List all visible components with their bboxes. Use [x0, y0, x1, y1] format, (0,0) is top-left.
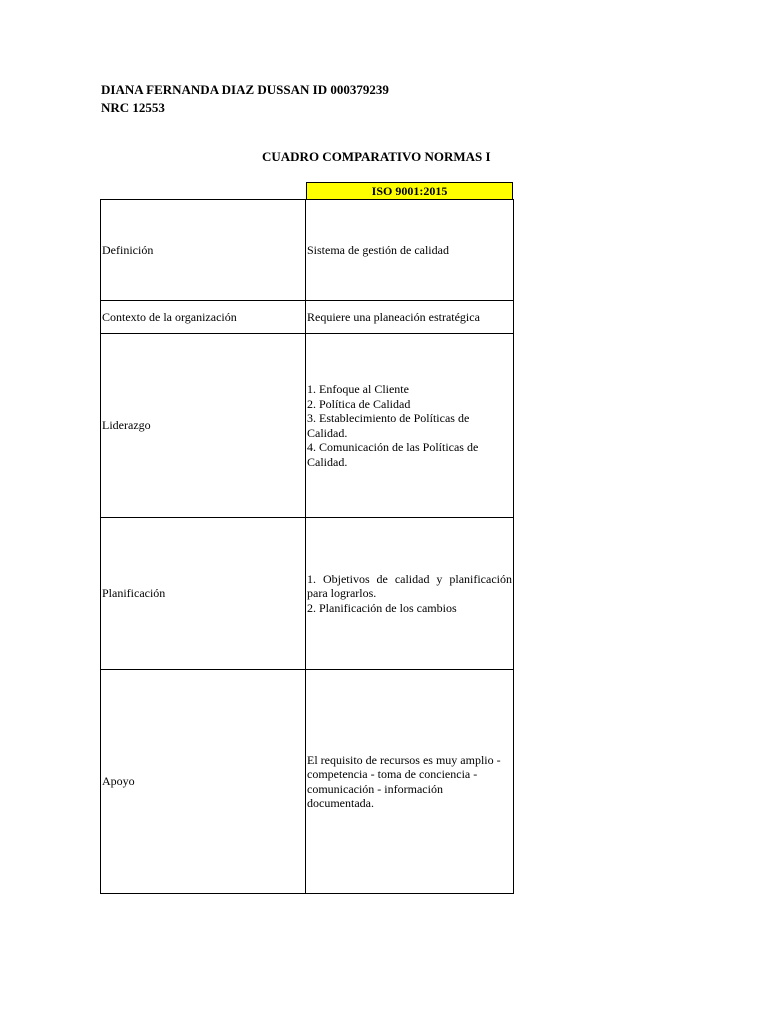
table-row — [101, 334, 514, 518]
nrc-line: NRC 12553 — [101, 100, 165, 115]
document-title: CUADRO COMPARATIVO NORMAS I — [262, 149, 491, 164]
row-label: Liderazgo — [101, 334, 306, 518]
row-value — [306, 334, 514, 518]
iso-column-header: ISO 9001:2015 — [306, 182, 513, 200]
row-label: Contexto de la organización — [101, 301, 306, 334]
value-line: 1. Enfoque al Cliente — [307, 382, 409, 396]
table-row — [101, 200, 514, 301]
value-line: Sistema de gestión de calidad — [307, 242, 449, 257]
row-label: Planificación — [101, 518, 306, 670]
row-value — [306, 670, 514, 894]
value-line: 2. Planificación de los cambios — [307, 600, 457, 615]
row-label: Apoyo — [101, 670, 306, 894]
table-row — [101, 301, 514, 334]
row-value — [306, 200, 514, 301]
value-line: 2. Política de Calidad — [307, 396, 411, 411]
value-line: 4. Comunicación de las Políticas de Calidad. — [307, 440, 479, 469]
author-line: DIANA FERNANDA DIAZ DUSSAN ID 000379239 — [101, 82, 389, 97]
value-line: 1. Objetivos de calidad y planificación para lograrlos. — [307, 571, 512, 601]
table-row — [101, 518, 514, 670]
table-row — [101, 670, 514, 894]
value-line: 3. Establecimiento de Políticas de Calidad. — [307, 411, 470, 440]
value-line: El requisito de recursos es muy amplio - competencia - toma de conciencia - comunicación - información documentada. — [307, 752, 501, 810]
row-value — [306, 518, 514, 670]
row-label: Definición — [101, 200, 306, 301]
comparison-table — [100, 199, 514, 894]
value-line: Requiere una planeación estratégica — [307, 309, 480, 324]
row-value — [306, 301, 514, 334]
